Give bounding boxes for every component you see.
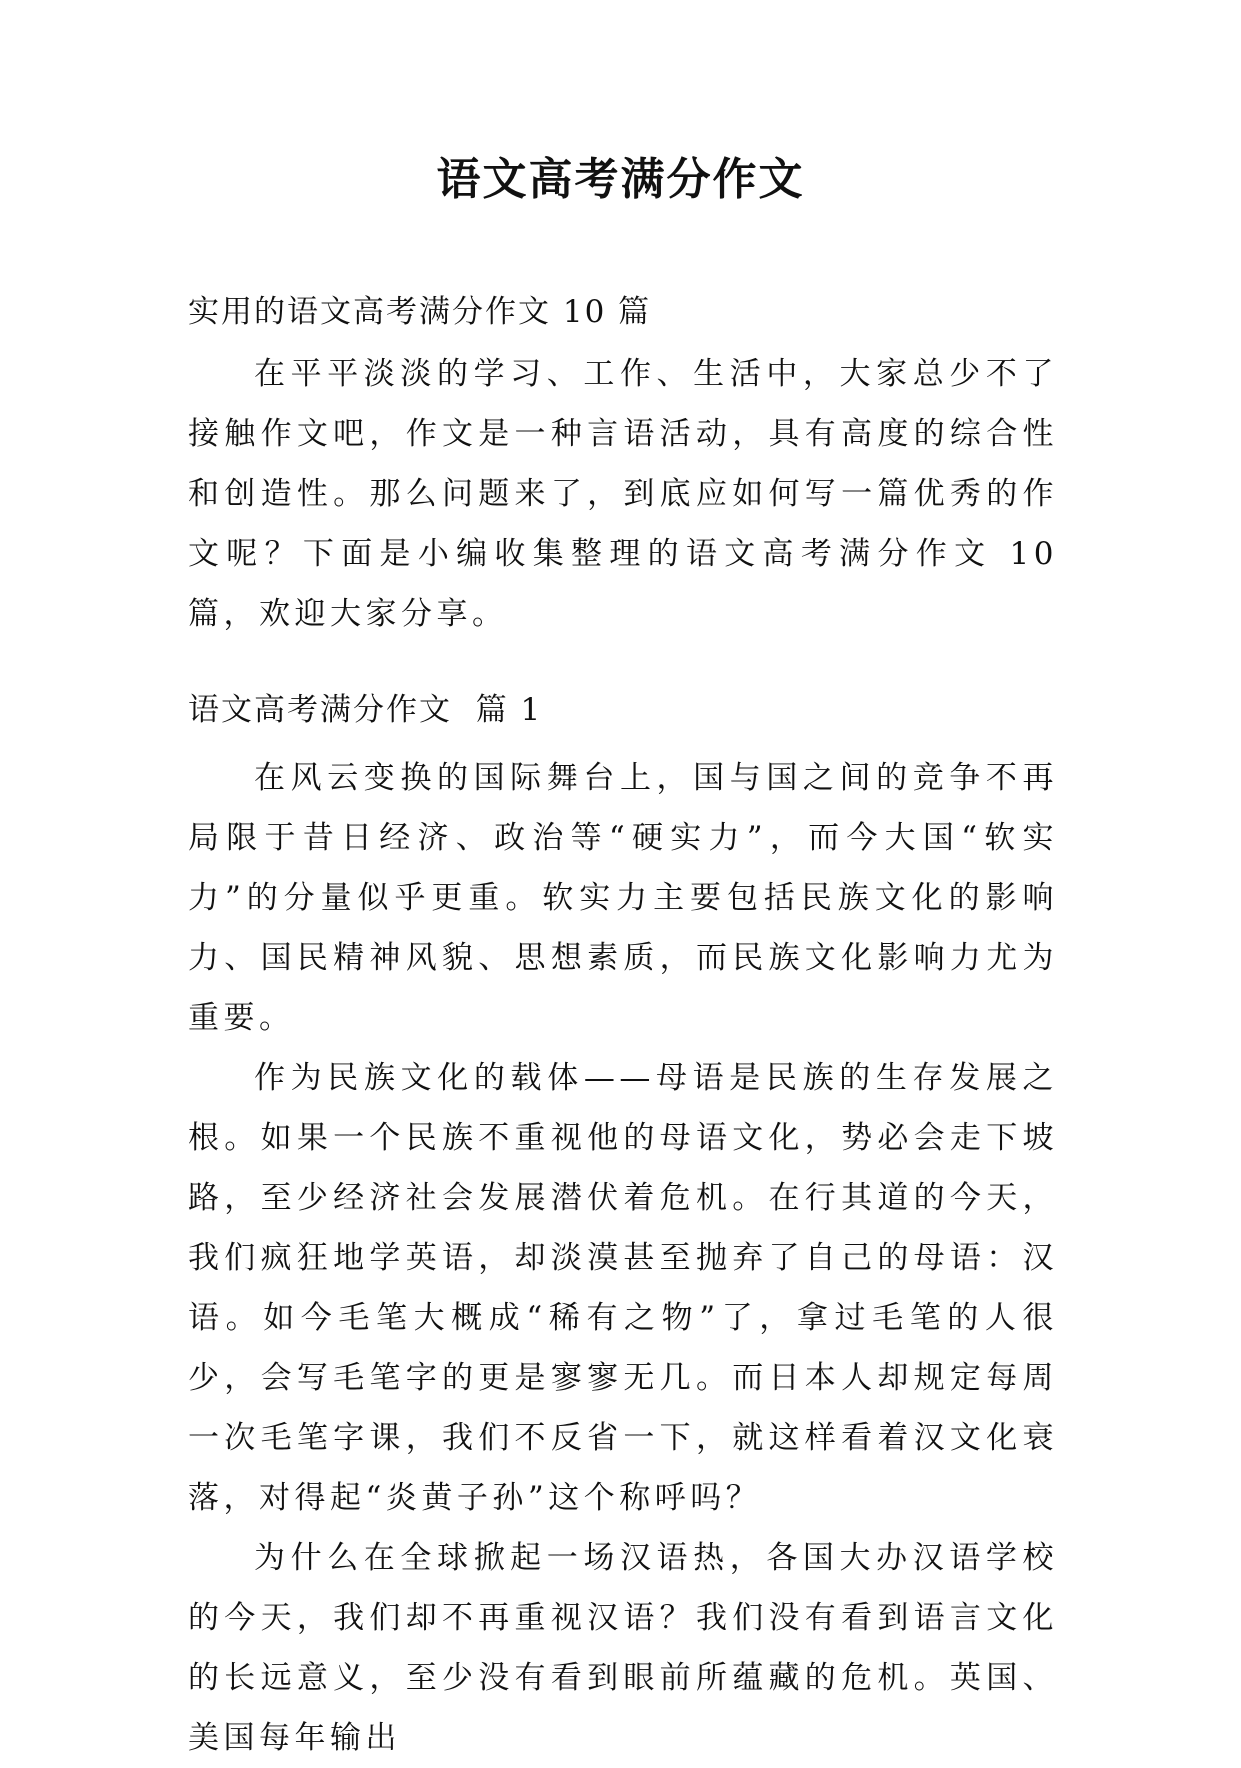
intro-heading: 实用的语文高考满分作文 10 篇 [188,294,652,330]
essay-paragraph: 作为民族文化的载体——母语是民族的生存发展之根。如果一个民族不重视他的母语文化，势必会走下坡路，至少经济社会发展潜伏着危机。在行其道的今天，我们疯狂地学英语，却淡漠甚至抛弃了自己的母语：汉语。如今毛笔大概成“稀有之物”了，拿过毛笔的人很少，会写毛笔字的更是寥寥无几。而日本人却规定每周一次毛笔字课，我们不反省一下，就这样看着汉文化衰落，对得起“炎黄子孙”这个称呼吗？ [188,1060,1058,1516]
intro-paragraph: 在平平淡淡的学习、工作、生活中，大家总少不了接触作文吧，作文是一种言语活动，具有高度的综合性和创造性。那么问题来了，到底应如何写一篇优秀的作文呢？下面是小编收集整理的语文高考满分作文 10 篇，欢迎大家分享。 [188,356,1058,632]
essay-section-1 [188,688,1058,1768]
essay-paragraph: 在风云变换的国际舞台上，国与国之间的竞争不再局限于昔日经济、政治等“硬实力”，而今大国“软实力”的分量似乎更重。软实力主要包括民族文化的影响力、国民精神风貌、思想素质，而民族文化影响力尤为重要。 [188,760,1058,1036]
document-body [188,290,1058,1768]
essay-paragraph: 为什么在全球掀起一场汉语热，各国大办汉语学校的今天，我们却不再重视汉语？我们没有看到语言文化的长远意义，至少没有看到眼前所蕴藏的危机。英国、美国每年输出 [188,1540,1058,1756]
section-heading: 语文高考满分作文 篇 1 [188,692,543,728]
document-title: 语文高考满分作文 [436,154,805,205]
